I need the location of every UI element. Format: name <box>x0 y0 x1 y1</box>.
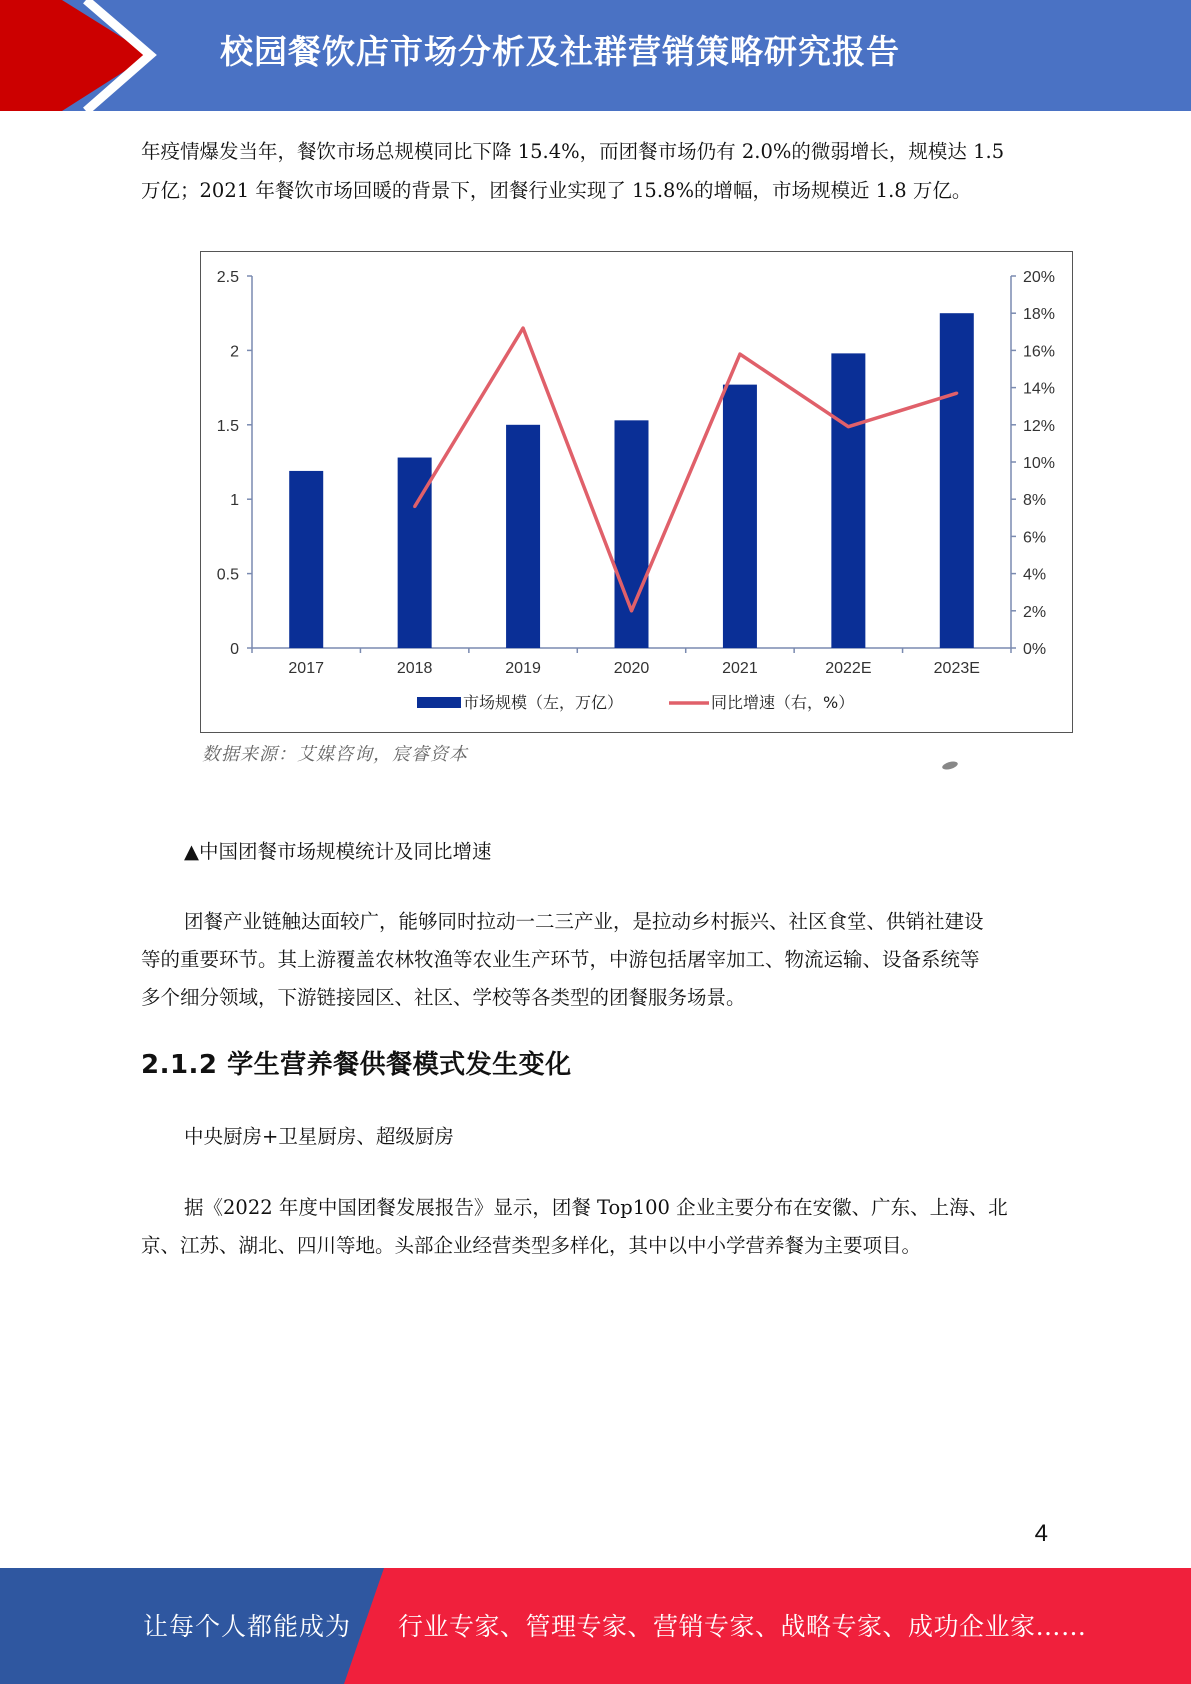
growth-point-2023E <box>955 392 958 395</box>
para2-line-2: 等的重要环节。其上游覆盖农林牧渔等农业生产环节，中游包括屠宰加工、物流运输、设备系统等 <box>141 948 980 971</box>
right-tick-label: 4% <box>1023 566 1047 584</box>
legend-bar-swatch <box>417 697 461 708</box>
growth-point-2021 <box>738 353 741 356</box>
bar-2022E <box>831 353 865 648</box>
x-tick-label: 2020 <box>613 660 650 677</box>
image-smudge <box>941 760 958 771</box>
right-tick-label: 0% <box>1023 641 1047 658</box>
right-tick-label: 12% <box>1023 417 1056 435</box>
intro-line-2: 万亿；2021 年餐饮市场回暖的背景下，团餐行业实现了 15.8%的增幅，市场规模近 1.8 万亿。 <box>141 179 972 202</box>
x-tick-label: 2021 <box>722 660 758 677</box>
intro-line-1: 年疫情爆发当年，餐饮市场总规模同比下降 15.4%，而团餐市场仍有 2.0%的微弱增长，规模达 1.5 <box>141 140 1005 163</box>
x-tick-label: 2017 <box>288 660 325 677</box>
growth-point-2018 <box>413 505 416 508</box>
x-tick-label: 2023E <box>933 660 980 677</box>
para4-line-1: 据《2022 年度中国团餐发展报告》显示，团餐 Top100 企业主要分布在安徽、广东、上海、北 <box>184 1196 1008 1219</box>
para2-line-3: 多个细分领域，下游链接园区、社区、学校等各类型的团餐服务场景。 <box>141 986 746 1009</box>
right-tick-label: 18% <box>1023 306 1056 324</box>
bar-2020 <box>615 420 649 648</box>
chart-canvas <box>201 252 1074 734</box>
growth-point-2020 <box>630 609 633 612</box>
footer-slogan-right: 行业专家、管理专家、营销专家、战略专家、成功企业家…… <box>398 1612 1087 1641</box>
legend-bar-label: 市场规模（左，万亿） <box>463 693 624 712</box>
growth-rate-line <box>415 328 957 611</box>
para3: 中央厨房+卫星厨房、超级厨房 <box>184 1125 454 1148</box>
bar-2021 <box>723 385 757 648</box>
market-size-chart <box>200 251 1073 733</box>
growth-point-2019 <box>522 327 525 330</box>
left-tick-label: 2.5 <box>216 269 239 286</box>
page-header <box>0 0 1191 111</box>
right-tick-label: 10% <box>1023 455 1056 472</box>
x-tick-label: 2019 <box>505 660 541 677</box>
right-tick-label: 20% <box>1023 269 1056 286</box>
page-footer <box>0 1568 1191 1684</box>
footer-slogan-left: 让每个人都能成为 <box>143 1612 352 1641</box>
left-tick-label: 1.5 <box>216 417 239 435</box>
page-number: 4 <box>1034 1520 1048 1547</box>
bar-2019 <box>506 425 540 648</box>
left-tick-label: 0.5 <box>216 566 239 584</box>
left-tick-label: 2 <box>230 343 239 361</box>
x-tick-label: 2022E <box>825 660 872 677</box>
para4-line-2: 京、江苏、湖北、四川等地。头部企业经营类型多样化，其中以中小学营养餐为主要项目。 <box>141 1234 922 1257</box>
section-heading: 2.1.2 学生营养餐供餐模式发生变化 <box>141 1050 572 1080</box>
legend-line-label: 同比增速（右，%） <box>711 693 855 712</box>
left-tick-label: 1 <box>230 492 239 510</box>
x-tick-label: 2018 <box>396 660 433 677</box>
chart-source: 数据来源：艾媒咨询，宸睿资本 <box>202 744 468 765</box>
chart-caption: ▲中国团餐市场规模统计及同比增速 <box>184 840 492 863</box>
growth-point-2022E <box>847 425 850 428</box>
right-tick-label: 6% <box>1023 529 1047 547</box>
right-tick-label: 16% <box>1023 343 1056 361</box>
report-title: 校园餐饮店市场分析及社群营销策略研究报告 <box>220 32 900 71</box>
para2-line-1: 团餐产业链触达面较广，能够同时拉动一二三产业，是拉动乡村振兴、社区食堂、供销社建设 <box>184 910 984 933</box>
right-tick-label: 14% <box>1023 380 1056 398</box>
left-tick-label: 0 <box>230 641 239 658</box>
right-tick-label: 2% <box>1023 603 1047 621</box>
bar-2017 <box>289 471 323 648</box>
right-tick-label: 8% <box>1023 492 1047 510</box>
bar-2023E <box>940 313 974 648</box>
